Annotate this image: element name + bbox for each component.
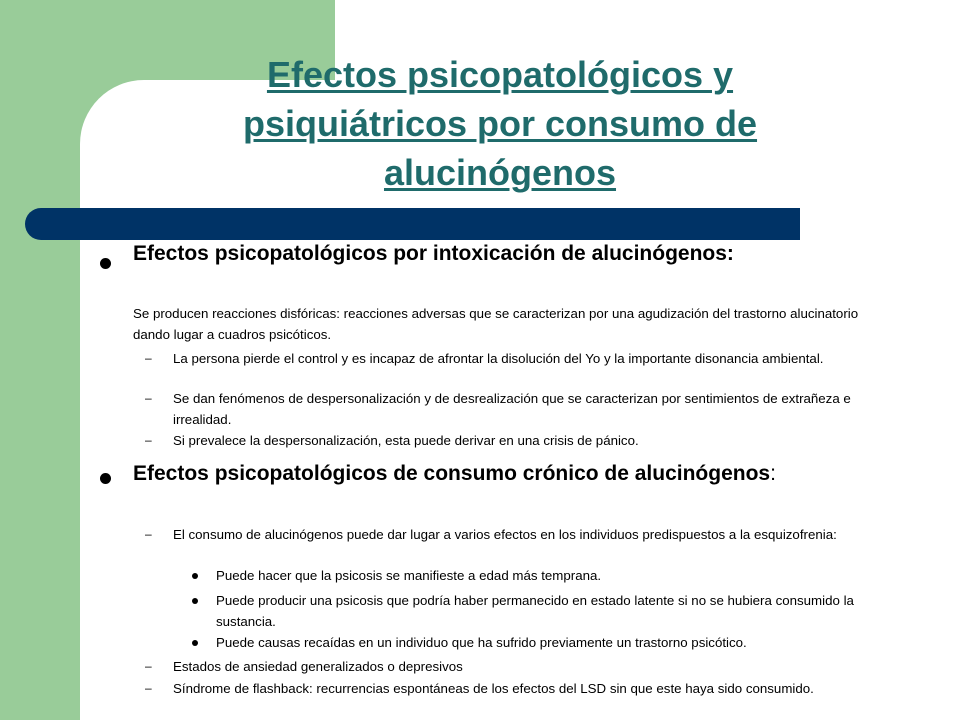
- section-heading-colon: :: [770, 462, 776, 485]
- section-heading-cronico-text: Efectos psicopatológicos de consumo crónico de alucinógenos: [133, 462, 771, 485]
- bullet-dot-icon: [192, 573, 198, 579]
- bullet-dot-icon: [192, 640, 198, 646]
- slide-body: [0, 238, 960, 720]
- dash-bullet-icon: –: [145, 391, 152, 405]
- list-item-esquizofrenia: El consumo de alucinógenos puede dar lugar a varios efectos en los individuos predispuestos a la esquizofrenia:: [173, 527, 837, 542]
- dash-bullet-icon: –: [145, 351, 152, 365]
- bullet-dot-icon: [100, 258, 111, 269]
- bullet-dot-icon: [100, 473, 111, 484]
- list-item-panico: Si prevalece la despersonalización, esta puede derivar en una crisis de pánico.: [173, 433, 639, 448]
- title-divider-bar: [25, 208, 800, 240]
- dash-bullet-icon: –: [145, 527, 152, 541]
- section-paragraph-reacciones: Se producen reacciones disfóricas: reacciones adversas que se caracterizan por una agudización del trastorno alucinatorio dando lugar a cuadros psicóticos.: [133, 306, 859, 342]
- dash-bullet-icon: –: [145, 433, 152, 447]
- dash-bullet-icon: –: [145, 681, 152, 695]
- sublist-item-edad: Puede hacer que la psicosis se manifieste a edad más temprana.: [216, 568, 602, 583]
- list-item-despersonalizacion: Se dan fenómenos de despersonalización y de desrealización que se caracterizan por sentimientos de extrañeza e irrealidad.: [173, 391, 851, 427]
- list-item-control: La persona pierde el control y es incapaz de afrontar la disolución del Yo y la importante disonancia ambiental.: [173, 351, 824, 366]
- section-heading-intoxicacion: Efectos psicopatológicos por intoxicación de alucinógenos:: [133, 242, 734, 265]
- dash-bullet-icon: –: [145, 659, 152, 673]
- list-item-flashback: Síndrome de flashback: recurrencias espontáneas de los efectos del LSD sin que este haya sido consumido.: [173, 681, 814, 696]
- slide-title: Efectos psicopatológicos y psiquiátricos por consumo de alucinógenos: [242, 54, 758, 193]
- list-item-ansiedad: Estados de ansiedad generalizados o depresivos: [173, 659, 463, 674]
- sublist-item-recaidas: Puede causas recaídas en un individuo que ha sufrido previamente un trastorno psicótico.: [216, 635, 747, 650]
- section-heading-cronico: [133, 459, 793, 489]
- bullet-dot-icon: [192, 598, 198, 604]
- sublist-item-latente: Puede producir una psicosis que podría haber permanecido en estado latente si no se hubiera consumido la sustancia.: [216, 593, 854, 629]
